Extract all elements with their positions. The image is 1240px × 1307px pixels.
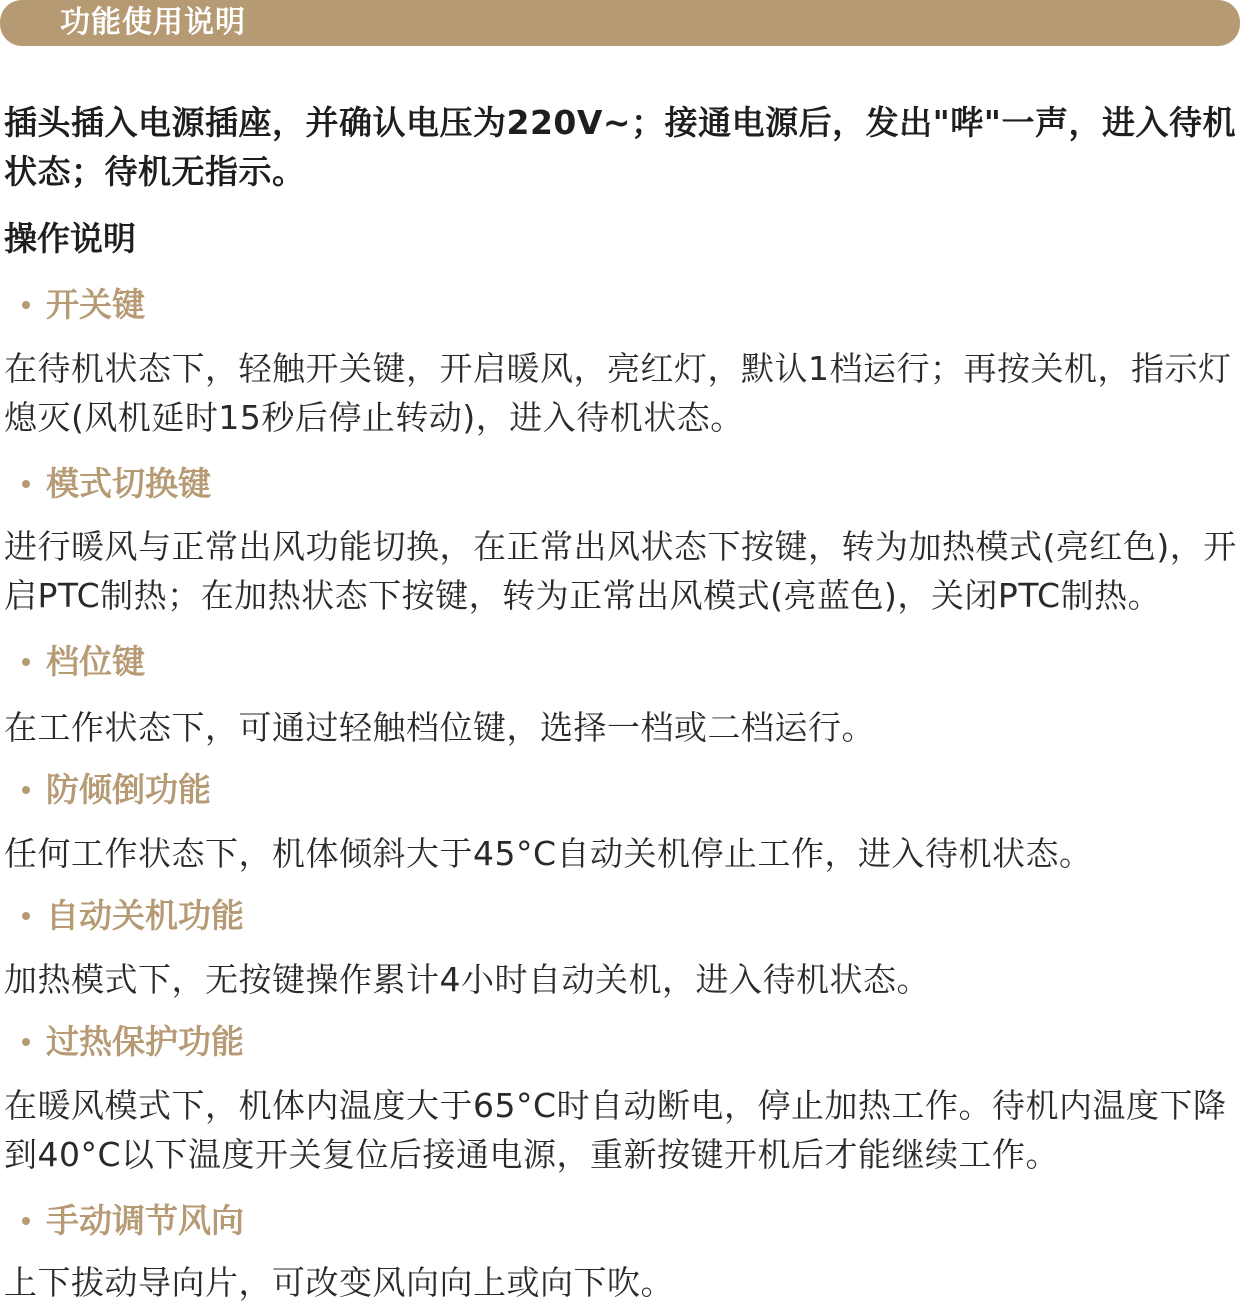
feature-description-auto-off: 加热模式下，无按键操作累计4小时自动关机，进入待机状态。 <box>4 960 930 999</box>
section-header-bar <box>0 0 1240 46</box>
feature-description-power-key: 在待机状态下，轻触开关键，开启暖风，亮红灯，默认1档运行；再按关机，指示灯熄灭(风机延时15秒后停止转动)，进入待机状态。 <box>4 349 1232 437</box>
bullet-dot-icon <box>22 912 30 920</box>
feature-description-airflow: 上下拔动导向片，可改变风向向上或向下吹。 <box>4 1263 674 1302</box>
feature-heading-mode-key <box>22 463 211 505</box>
bullet-dot-icon <box>22 1217 30 1225</box>
feature-title: 手动调节风向 <box>46 1201 244 1240</box>
feature-description-mode-key: 进行暖风与正常出风功能切换，在正常出风状态下按键，转为加热模式(亮红色)，开启PTC制热；在加热状态下按键，转为正常出风模式(亮蓝色)，关闭PTC制热。 <box>4 527 1237 615</box>
feature-heading-tip-over <box>22 769 211 811</box>
section-title: 功能使用说明 <box>60 5 246 40</box>
feature-title: 过热保护功能 <box>46 1022 244 1061</box>
feature-title: 防倾倒功能 <box>46 770 211 809</box>
bullet-dot-icon <box>22 786 30 794</box>
feature-heading-airflow <box>22 1200 244 1242</box>
feature-description-tip-over: 任何工作状态下，机体倾斜大于45°C自动关机停止工作，进入待机状态。 <box>4 834 1093 873</box>
feature-title: 模式切换键 <box>46 464 211 503</box>
feature-description-overheat: 在暖风模式下，机体内温度大于65°C时自动断电，停止加热工作。待机内温度下降到40°C以下温度开关复位后接通电源，重新按键开机后才能继续工作。 <box>4 1086 1227 1174</box>
feature-heading-speed-key <box>22 641 145 683</box>
feature-heading-power-key <box>22 284 145 326</box>
feature-title: 自动关机功能 <box>46 896 244 935</box>
feature-heading-overheat <box>22 1021 244 1063</box>
operation-heading: 操作说明 <box>4 219 136 258</box>
bullet-dot-icon <box>22 301 30 309</box>
feature-heading-auto-off <box>22 895 244 937</box>
feature-title: 档位键 <box>46 642 145 681</box>
intro-paragraph: 插头插入电源插座，并确认电压为220V~；接通电源后，发出"哔"一声，进入待机状态；待机无指示。 <box>4 103 1236 191</box>
feature-title: 开关键 <box>46 285 145 324</box>
bullet-dot-icon <box>22 480 30 488</box>
bullet-dot-icon <box>22 1038 30 1046</box>
bullet-dot-icon <box>22 658 30 666</box>
feature-description-speed-key: 在工作状态下，可通过轻触档位键，选择一档或二档运行。 <box>4 708 875 747</box>
